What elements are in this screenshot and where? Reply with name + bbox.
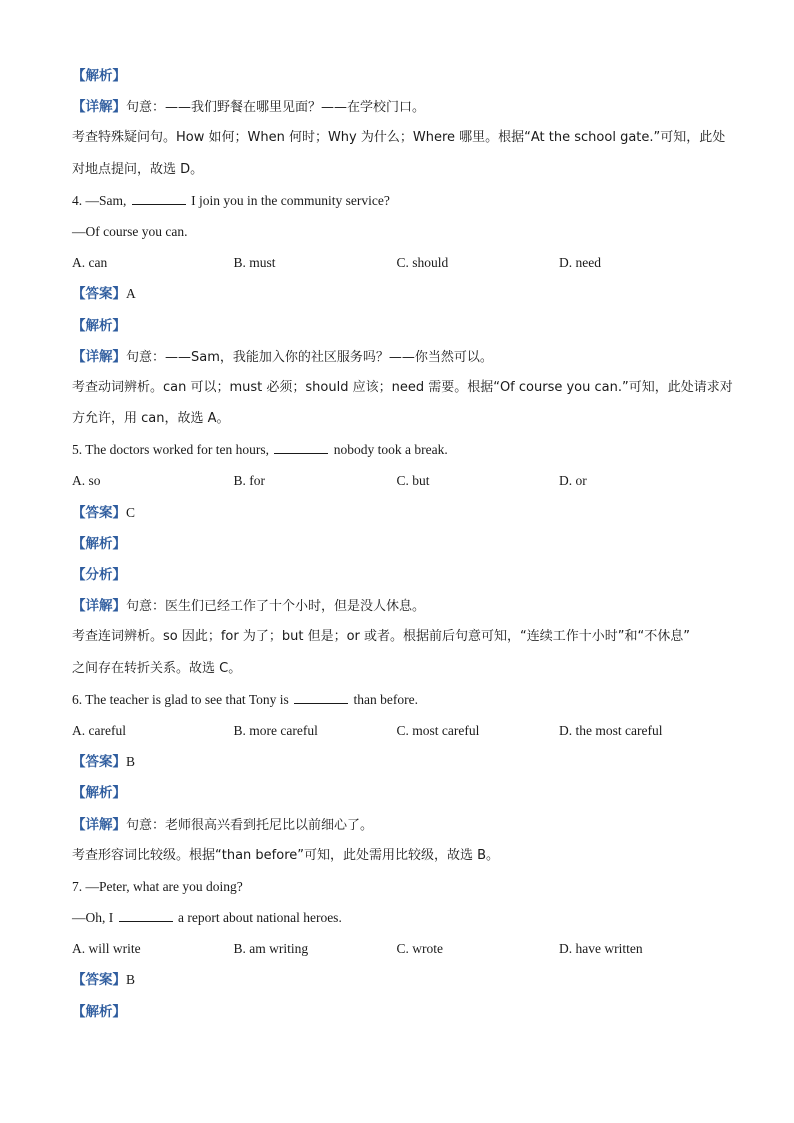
stem-after: than before. bbox=[350, 691, 418, 707]
stem-before: 5. The doctors worked for ten hours, bbox=[72, 442, 273, 458]
detail-line bbox=[72, 812, 732, 843]
reply-after: a report about national heroes. bbox=[174, 910, 342, 926]
option-d: D. need bbox=[559, 255, 601, 271]
answer-line bbox=[72, 500, 732, 531]
document-page bbox=[72, 63, 732, 1030]
option-a: A. careful bbox=[72, 722, 126, 738]
answer-value: B bbox=[126, 972, 136, 988]
option-a: A. will write bbox=[72, 941, 141, 957]
question-stem bbox=[72, 687, 732, 718]
detail-label: 【详解】 bbox=[72, 99, 126, 116]
analysis-label: 【解析】 bbox=[72, 1003, 126, 1020]
options-row bbox=[72, 250, 732, 281]
option-d: D. the most careful bbox=[559, 722, 663, 738]
options-row bbox=[72, 936, 732, 967]
option-c: C. but bbox=[396, 473, 430, 489]
analysis-heading bbox=[72, 999, 732, 1030]
answer-label: 【答案】 bbox=[72, 972, 126, 989]
explanation-line: 方允许，用 can，故选 A。 bbox=[72, 411, 230, 427]
answer-label: 【答案】 bbox=[72, 754, 126, 771]
answer-blank bbox=[132, 190, 186, 205]
option-c: C. should bbox=[396, 255, 449, 271]
explanation-line: 考查动词辨析。can 可以；must 必须；should 应该；need 需要。根据“Of course you can.”可知，此处请求对 bbox=[72, 379, 733, 395]
question-stem bbox=[72, 437, 732, 468]
analysis-heading bbox=[72, 63, 732, 94]
explanation-line: 之间存在转折关系。故选 C。 bbox=[72, 660, 242, 676]
option-a: A. so bbox=[72, 473, 101, 489]
detail-label: 【详解】 bbox=[72, 816, 126, 833]
question-stem bbox=[72, 188, 732, 219]
detail-text: 句意：——Sam，我能加入你的社区服务吗？——你当然可以。 bbox=[126, 349, 493, 365]
answer-value: C bbox=[126, 504, 136, 520]
stem-before: 4. —Sam, bbox=[72, 192, 130, 208]
analysis-heading bbox=[72, 531, 732, 562]
analysis-label: 【解析】 bbox=[72, 68, 126, 84]
option-b: B. more careful bbox=[233, 722, 318, 738]
detail-label: 【详解】 bbox=[72, 598, 126, 615]
question-reply bbox=[72, 905, 732, 936]
option-c: C. wrote bbox=[396, 941, 443, 957]
answer-line bbox=[72, 749, 732, 780]
answer-line bbox=[72, 281, 732, 312]
answer-blank bbox=[294, 689, 348, 704]
option-b: B. must bbox=[233, 255, 276, 271]
question-reply: —Of course you can. bbox=[72, 223, 188, 239]
analysis-heading bbox=[72, 313, 732, 344]
answer-label: 【答案】 bbox=[72, 504, 126, 521]
fenxi-heading bbox=[72, 562, 732, 593]
stem-before: 6. The teacher is glad to see that Tony is bbox=[72, 691, 293, 707]
stem-after: I join you in the community service? bbox=[187, 192, 390, 208]
stem-after: nobody took a break. bbox=[330, 442, 448, 458]
fenxi-label: 【分析】 bbox=[72, 567, 126, 583]
analysis-heading bbox=[72, 780, 732, 811]
answer-value: A bbox=[126, 286, 136, 302]
options-row bbox=[72, 468, 732, 499]
analysis-label: 【解析】 bbox=[72, 317, 126, 334]
detail-text: 句意：医生们已经工作了十个小时，但是没人休息。 bbox=[126, 599, 426, 615]
option-b: B. for bbox=[233, 473, 265, 489]
analysis-label: 【解析】 bbox=[72, 785, 126, 802]
detail-line bbox=[72, 593, 732, 624]
option-c: C. most careful bbox=[396, 722, 480, 738]
explanation-line: 考查连词辨析。so 因此；for 为了；but 但是；or 或者。根据前后句意可知，“连续工作十小时”和“不休息” bbox=[72, 629, 690, 645]
options-row bbox=[72, 718, 732, 749]
detail-text: 句意：老师很高兴看到托尼比以前细心了。 bbox=[126, 817, 374, 833]
detail-text: 句意：——我们野餐在哪里见面？——在学校门口。 bbox=[126, 100, 426, 116]
option-b: B. am writing bbox=[233, 941, 309, 957]
reply-before: —Oh, I bbox=[72, 910, 117, 926]
answer-value: B bbox=[126, 754, 136, 770]
detail-label: 【详解】 bbox=[72, 348, 126, 365]
detail-line bbox=[72, 94, 732, 125]
analysis-label: 【解析】 bbox=[72, 535, 126, 552]
answer-label: 【答案】 bbox=[72, 286, 126, 303]
option-d: D. have written bbox=[559, 941, 643, 957]
explanation-line: 考查形容词比较级。根据“than before”可知，此处需用比较级，故选 B。 bbox=[72, 847, 500, 863]
question-stem: 7. —Peter, what are you doing? bbox=[72, 878, 243, 894]
option-a: A. can bbox=[72, 255, 108, 271]
option-d: D. or bbox=[559, 473, 587, 489]
explanation-line: 对地点提问，故选 D。 bbox=[72, 161, 204, 177]
answer-line bbox=[72, 967, 732, 998]
answer-blank bbox=[274, 439, 328, 454]
answer-blank bbox=[119, 907, 173, 922]
explanation-line: 考查特殊疑问句。How 如何；When 何时；Why 为什么；Where 哪里。根据“At the school gate.”可知，此处 bbox=[72, 130, 726, 146]
detail-line bbox=[72, 344, 732, 375]
